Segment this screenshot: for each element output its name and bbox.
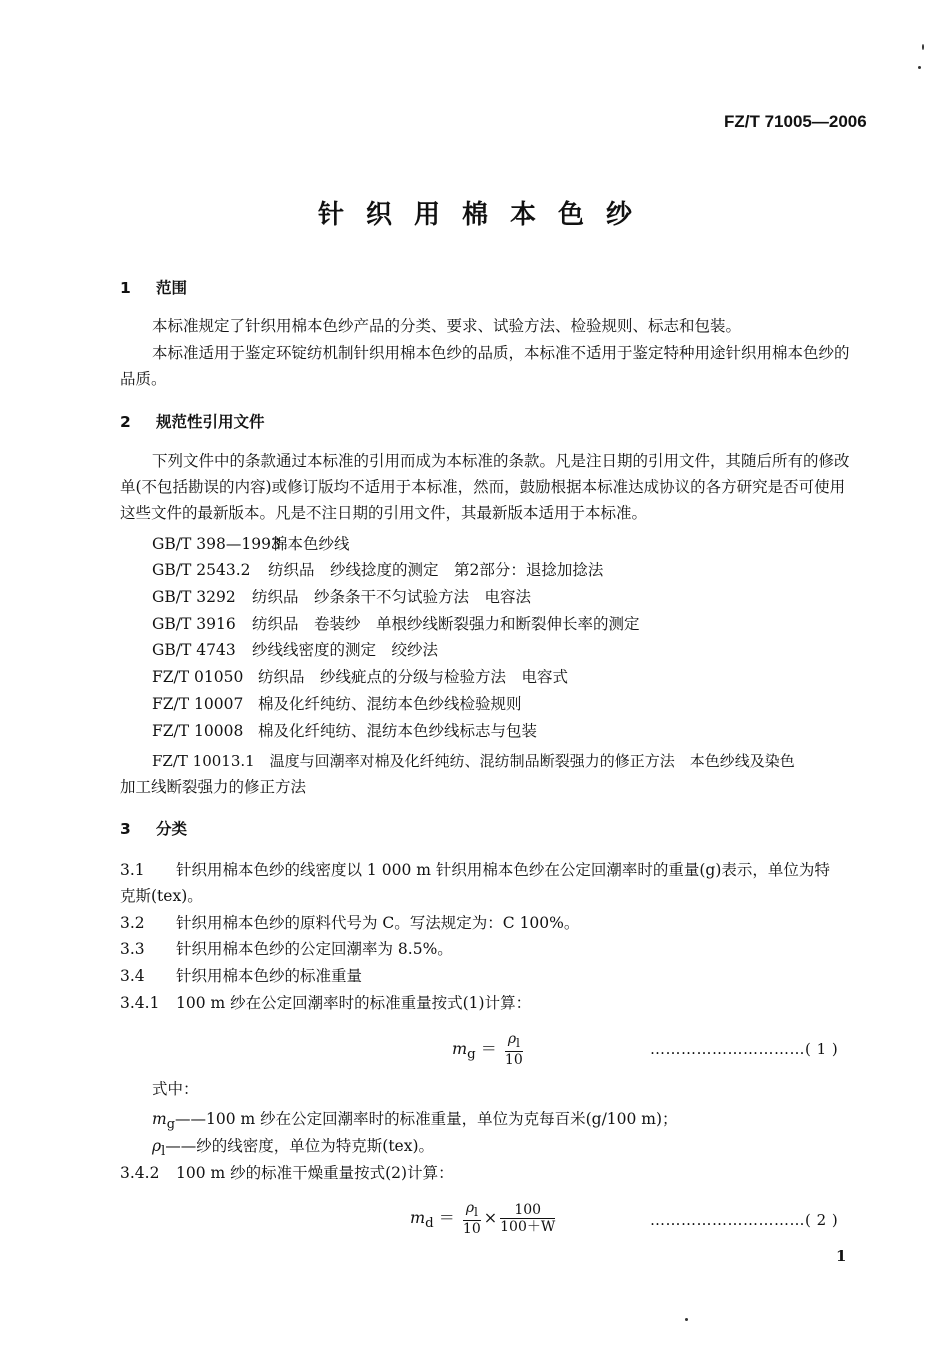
fraction-denominator: 100＋W [500, 1218, 556, 1235]
section-number: 1 [120, 279, 131, 297]
reference-code: GB/T 3292 [152, 588, 236, 606]
section-title: 规范性引用文件 [156, 413, 265, 431]
reference-code: FZ/T 10008 [152, 722, 244, 740]
formula-subscript: l [516, 1035, 520, 1050]
clause-text-continued: 克斯(tex)。 [120, 887, 203, 905]
fraction-numerator: 100 [500, 1202, 555, 1219]
formula-1: $m_g$ ＝ $\frac{\rho_l}{10}$ [452, 1031, 523, 1068]
reference-item [152, 718, 537, 744]
clause-number: 3.4.1 [120, 994, 160, 1012]
paragraph: 本标准规定了针织用棉本色纱产品的分类、要求、试验方法、检验规则、标志和包装。 [152, 317, 742, 335]
page-title: 针织用棉本色纱 [317, 200, 654, 230]
fraction [463, 1200, 481, 1237]
dot-leader: ………………………… [650, 1040, 805, 1058]
reference-item-last-line1: FZ/T 10013.1 温度与回潮率对棉及化纤纯纺、混纺制品断裂强力的修正方法 本色纱线及染色 [152, 752, 795, 770]
reference-title: 纺织品 卷装纱 单根纱线断裂强力和断裂伸长率的测定 [252, 615, 640, 633]
clause-text: 针织用棉本色纱的线密度以 1 000 m 针织用棉本色纱在公定回潮率时的重量(g)表示，单位为特 [176, 861, 830, 879]
section-number: 2 [120, 413, 131, 431]
formula-subscript: l [474, 1204, 478, 1219]
clause-3-4-2 [120, 1160, 454, 1186]
reference-item [152, 611, 640, 637]
page-number: 1 [836, 1247, 847, 1265]
formula-symbol: m [452, 1038, 468, 1058]
formula-2-tag [650, 1211, 838, 1229]
reference-title: 棉及化纤纯纺、混纺本色纱线标志与包装 [258, 722, 538, 740]
clause-3-3 [120, 936, 453, 962]
reference-code: GB/T 2543.2 [152, 561, 251, 579]
formula-symbol: m [152, 1110, 167, 1128]
fraction-denominator: 10 [462, 1220, 481, 1237]
paragraph: 本标准适用于鉴定环锭纺机制针织用棉本色纱的品质，本标准不适用于鉴定特种用途针织用棉本色纱的品质。 [120, 344, 850, 388]
reference-code: GB/T 4743 [152, 641, 236, 659]
section-heading [120, 817, 187, 839]
reference-title: 棉及化纤纯纺、混纺本色纱线检验规则 [258, 695, 522, 713]
reference-item-last-line2: 加工线断裂强力的修正方法 [120, 778, 307, 796]
times-sign: × [483, 1207, 498, 1227]
clause-number: 3.1 [120, 861, 145, 879]
reference-code: GB/T 398—1993 [152, 535, 281, 553]
reference-item [152, 531, 350, 557]
reference-item [152, 637, 438, 663]
clause-number: 3.2 [120, 914, 145, 932]
formula-subscript: d [425, 1216, 434, 1232]
section-number: 3 [120, 820, 131, 838]
dot-leader: ………………………… [650, 1211, 805, 1229]
clause-number: 3.4 [120, 967, 145, 985]
reference-item [152, 691, 522, 717]
where-label: 式中： [152, 1080, 199, 1098]
clause-3-4-1 [120, 990, 531, 1016]
formula-symbol: ρ [152, 1137, 162, 1155]
reference-title: 纺织品 纱条条干不匀试验方法 电容法 [252, 588, 532, 606]
clause-number: 3.3 [120, 940, 145, 958]
clause-number: 3.4.2 [120, 1164, 160, 1182]
formula-1-tag [650, 1040, 838, 1058]
section-title: 分类 [156, 820, 188, 838]
standard-code: FZ/T 71005—2006 [724, 112, 867, 131]
formula-subscript: g [467, 1047, 476, 1063]
fraction [500, 1202, 555, 1235]
clause-text: 针织用棉本色纱的公定回潮率为 8.5%。 [176, 940, 453, 958]
clause-text: 100 m 纱的标准干燥重量按式(2)计算： [176, 1164, 454, 1182]
paragraph: 下列文件中的条款通过本标准的引用而成为本标准的条款。凡是注日期的引用文件，其随后所有的修改单(不包括勘误的内容)或修订版均不适用于本标准，然而，鼓励根据本标准达成协议的各方研究是否可使用这些文件的最新版本。凡是不注日期的引用文件，其最新版本适用于本标准。 [120, 452, 850, 522]
section-title: 范围 [156, 279, 188, 297]
reference-item [152, 557, 603, 583]
section-heading [120, 276, 187, 298]
formula-subscript: g [166, 1117, 175, 1133]
clause-text: 100 m 纱在公定回潮率时的标准重量按式(1)计算： [176, 994, 532, 1012]
fraction-numerator: ρ [507, 1031, 517, 1047]
reference-title: 纺织品 纱线疵点的分级与检验方法 电容式 [258, 668, 569, 686]
reference-code: GB/T 3916 [152, 615, 236, 633]
equation-number: ( 2 ) [805, 1211, 839, 1229]
formula-symbol: m [410, 1207, 426, 1227]
equation-number: ( 1 ) [805, 1040, 839, 1058]
reference-title: 纺织品 纱线捻度的测定 第2部分：退捻加捻法 [268, 561, 604, 579]
fraction [505, 1031, 523, 1068]
scan-speck [685, 1318, 688, 1321]
clause-text: 针织用棉本色纱的标准重量 [176, 967, 363, 985]
scan-speck [918, 66, 921, 69]
clause-3-4 [120, 963, 362, 989]
formula-subscript: l [161, 1144, 166, 1160]
formula-2: $m_d$ ＝ $\frac{\rho_l}{10}$ × $\frac{100}{100+W}$ [410, 1200, 556, 1237]
scan-speck [922, 44, 924, 50]
definition-text: ——100 m 纱在公定回潮率时的标准重量，单位为克每百米(g/100 m)； [174, 1110, 678, 1128]
reference-item [152, 664, 568, 690]
fraction-numerator: ρ [465, 1200, 475, 1216]
clause-3-1 [120, 857, 830, 883]
clause-3-2 [120, 910, 579, 936]
definition-text: ——纱的线密度，单位为特克斯(tex)。 [165, 1137, 435, 1155]
reference-item [152, 584, 531, 610]
reference-code: FZ/T 01050 [152, 668, 244, 686]
section-heading [120, 410, 265, 432]
clause-text: 针织用棉本色纱的原料代号为 C。写法规定为：C 100%。 [176, 914, 580, 932]
fraction-denominator: 10 [504, 1051, 523, 1068]
reference-title: 纱线线密度的测定 绞纱法 [252, 641, 439, 659]
reference-code: FZ/T 10007 [152, 695, 244, 713]
reference-title: 棉本色纱线 [272, 535, 350, 553]
